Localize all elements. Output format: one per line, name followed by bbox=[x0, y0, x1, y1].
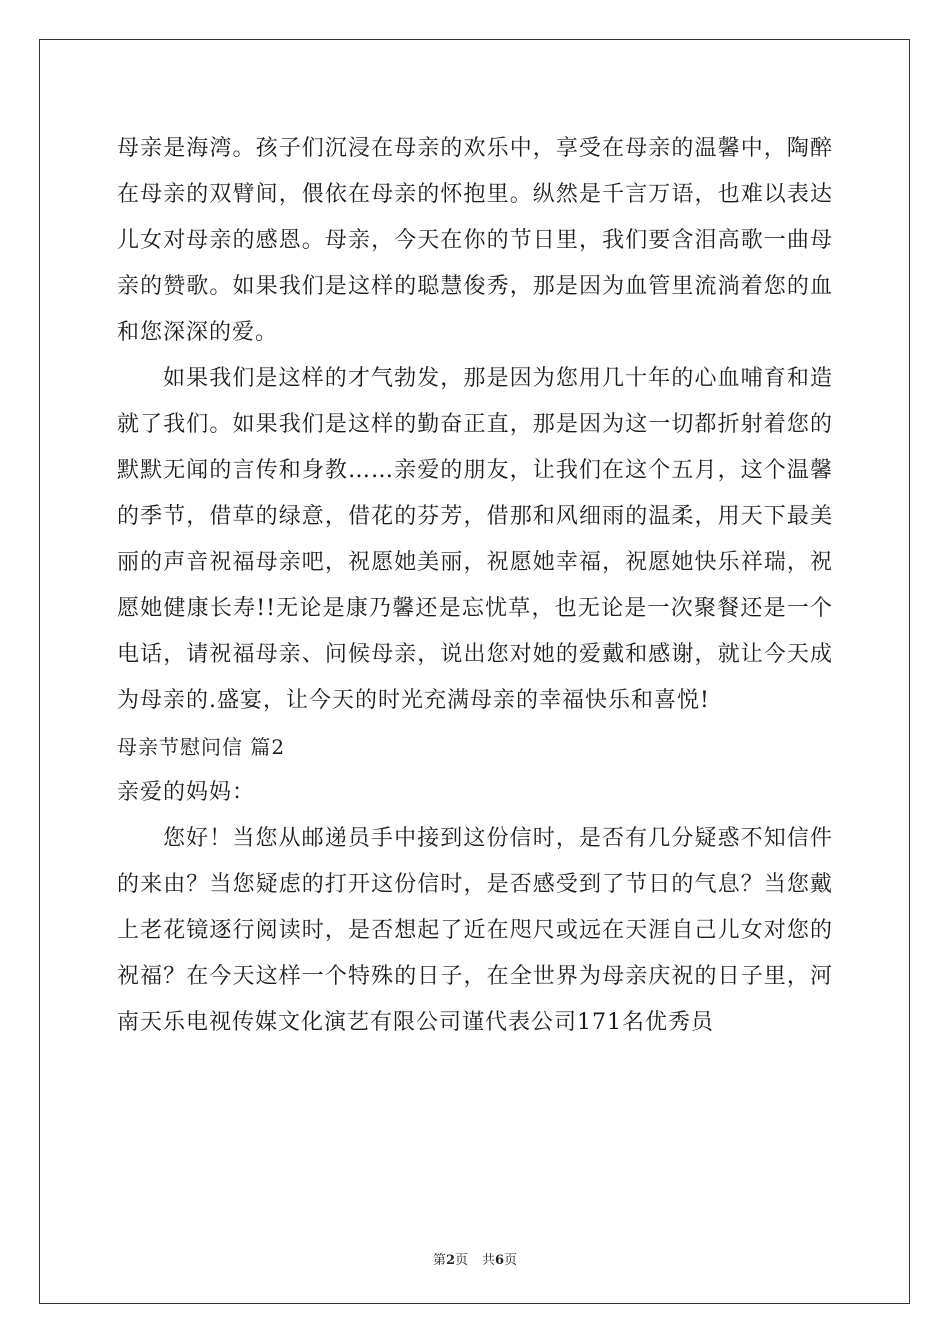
total-prefix: 共 bbox=[482, 1253, 496, 1268]
paragraph-1: 母亲是海湾。孩子们沉浸在母亲的欢乐中，享受在母亲的温馨中，陶醉在母亲的双臂间，偎依在母亲的怀抱里。纵然是千言万语，也难以表达儿女对母亲的感恩。母亲，今天在你的节日里，我们要含泪高歌一曲母亲的赞歌。如果我们是这样的聪慧俊秀，那是因为血管里流淌着您的血和您深深的爱。 bbox=[117, 136, 833, 345]
paragraph-2: 如果我们是这样的才气勃发，那是因为您用几十年的心血哺育和造就了我们。如果我们是这样的勤奋正直，那是因为这一切都折射着您的默默无闻的言传和身教……亲爱的朋友，让我们在这个五月，这个温馨的季节，借草的绿意，借花的芬芳，借那和风细雨的温柔，用天下最美丽的声音祝福母亲吧，祝愿她美丽，祝愿她幸福，祝愿她快乐祥瑞，祝愿她健康长寿!!无论是康乃馨还是忘忧草，也无论是一次聚餐还是一个电话，请祝福母亲、问候母亲，说出您对她的爱戴和感谢，就让今天成为母亲的.盛宴，让今天的时光充满母亲的幸福快乐和喜悦! bbox=[117, 366, 833, 713]
salutation: 亲爱的妈妈： bbox=[117, 780, 256, 805]
document-body bbox=[117, 126, 833, 1046]
page-footer bbox=[0, 1249, 950, 1268]
section-title: 母亲节慰问信 篇2 bbox=[117, 735, 286, 759]
page-number: 2 bbox=[445, 1253, 455, 1268]
page-prefix: 第 bbox=[432, 1253, 446, 1268]
total-suffix: 页 bbox=[504, 1253, 518, 1268]
page-suffix: 页 bbox=[454, 1253, 468, 1268]
total-pages: 6 bbox=[495, 1253, 505, 1268]
letter-body: 您好！当您从邮递员手中接到这份信时，是否有几分疑惑不知信件的来由？当您疑虑的打开这份信时，是否感受到了节日的气息？当您戴上老花镜逐行阅读时，是否想起了近在咫尺或远在天涯自己儿女对您的祝福？在今天这样一个特殊的日子，在全世界为母亲庆祝的日子里，河南天乐电视传媒文化演艺有限公司谨代表公司171名优秀员 bbox=[117, 826, 833, 1035]
